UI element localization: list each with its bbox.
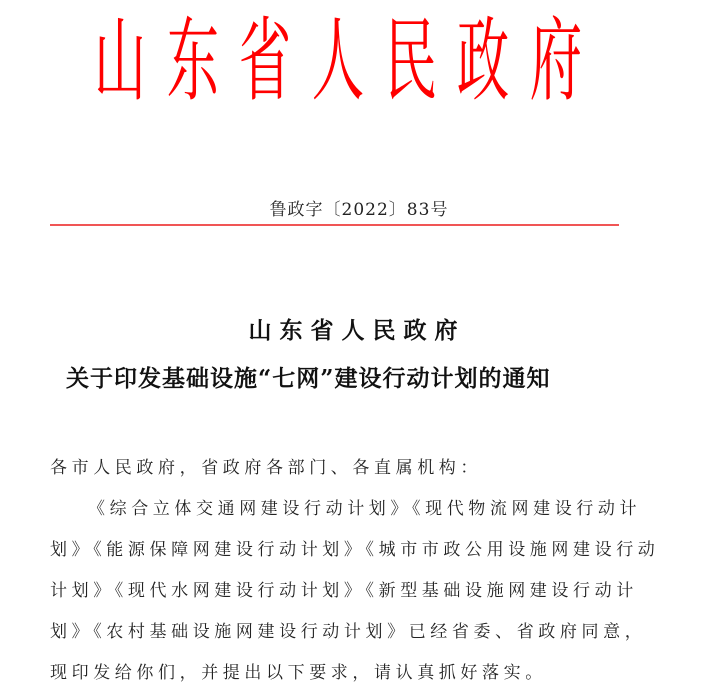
issuer-char: 府 [529, 9, 583, 115]
title-subject: 关于印发基础设施“七网”建设行动计划的通知 [66, 365, 551, 392]
salutation: 各市人民政府，省政府各部门、各直属机构： [50, 458, 482, 478]
issuer-char: 东 [166, 9, 219, 115]
paragraph-line: 现印发给你们，并提出以下要求，请认真抓好落实。 [50, 663, 547, 683]
issuer-char: 山 [93, 9, 147, 115]
paragraph-line: 划》《农村基础设施网建设行动计划》已经省委、省政府同意， [50, 622, 647, 642]
issuer-char: 民 [384, 9, 437, 115]
title-issuer: 山东省人民政府 [248, 317, 466, 344]
red-divider-rule [50, 224, 619, 226]
paragraph-line: 《综合立体交通网建设行动计划》《现代物流网建设行动计 [88, 499, 642, 519]
paragraph-line: 计划》《现代水网建设行动计划》《新型基础设施网建设行动计 [50, 581, 638, 601]
issuer-char: 人 [311, 9, 365, 115]
document-body [50, 448, 660, 694]
issuer-char: 政 [457, 9, 510, 115]
issuer-char: 省 [239, 9, 292, 115]
issuer-red-header [88, 9, 588, 115]
document-number: 鲁政字〔2022〕83号 [269, 200, 449, 220]
paragraph-line: 划》《能源保障网建设行动计划》《城市市政公用设施网建设行动 [50, 540, 660, 560]
